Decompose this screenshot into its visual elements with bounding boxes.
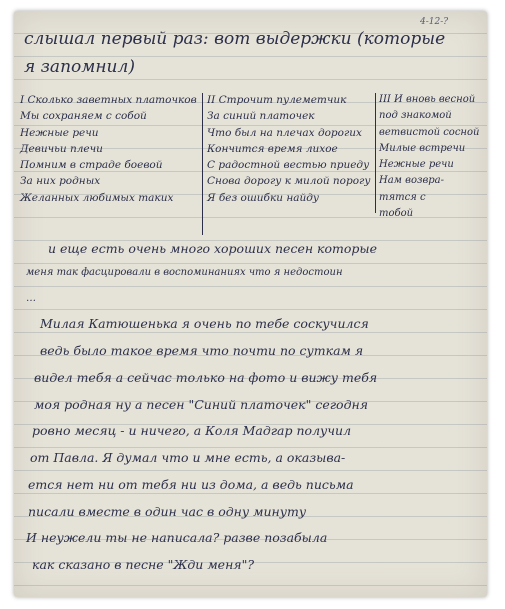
- verse-number: I: [20, 94, 25, 106]
- verse-line: С радостной вестью приеду: [207, 159, 370, 172]
- body-line: И неужели ты не написала? разве позабыла: [26, 530, 328, 545]
- verse-column-3: [379, 92, 479, 222]
- verse-line: Нам возвра-: [379, 175, 445, 187]
- body-line: писали вместе в один час в одну минуту: [28, 504, 307, 519]
- verse-line: Нежные речи: [379, 159, 454, 171]
- body-line: ведь было такое время что почти по суткам я: [40, 343, 364, 358]
- verse-line: За них родных: [20, 175, 101, 188]
- verse-line: За синий платочек: [207, 110, 315, 123]
- body-line: …: [26, 293, 36, 304]
- verse-line: Желанных любимых таких: [20, 191, 174, 204]
- verse-line: Нежные речи: [20, 126, 99, 139]
- verse-number: III: [379, 94, 391, 105]
- verse-line: Сколько заветных платочков: [27, 94, 197, 106]
- letter-sheet: [14, 11, 487, 597]
- body-line: ровно месяц - и ничего, а Коля Мадгар получил: [32, 423, 352, 438]
- verse-line: Помним в страде боевой: [20, 159, 163, 172]
- body-line: видел тебя а сейчас только на фото и вижу тебя: [34, 370, 378, 385]
- verse-column-2: [207, 92, 370, 206]
- column-divider: [375, 93, 376, 213]
- verse-line: Кончится время лихое: [207, 142, 338, 155]
- body-line: меня так фасцировали в воспоминаниях что я недостоин: [26, 267, 343, 278]
- verse-line: Строчит пулеметчик: [218, 94, 347, 106]
- column-divider: [202, 93, 203, 235]
- verse-line: Что был на плечах дорогих: [207, 126, 362, 139]
- verse-line: тобой: [379, 208, 414, 220]
- verse-line: под знакомой: [379, 110, 452, 122]
- heading-line-2: я запомнил): [24, 57, 135, 77]
- body-line: Милая Катюшенька я очень по тебе соскучился: [40, 316, 369, 331]
- verse-line: Девичьи плечи: [20, 142, 103, 155]
- date-note: 4-12-?: [420, 17, 449, 27]
- heading-line-1: слышал первый раз: вот выдержки (которые: [24, 29, 446, 49]
- verse-line: Снова дорогу к милой порогу: [207, 175, 371, 188]
- body-line: моя родная ну а песен "Синий платочек" сегодня: [34, 397, 369, 412]
- verse-number: II: [207, 94, 216, 106]
- verse-line: тятся с: [379, 191, 426, 203]
- body-line: от Павла. Я думал что и мне есть, а оказыва-: [30, 450, 346, 465]
- verse-line: Милые встречи: [379, 142, 466, 154]
- verse-line: И вновь весной: [394, 94, 476, 105]
- body-line: ется нет ни от тебя ни из дома, а ведь письма: [28, 477, 354, 492]
- verse-line: Я без ошибки найду: [207, 191, 319, 204]
- verse-column-1: [20, 92, 197, 206]
- verse-line: Мы сохраняем с собой: [20, 110, 147, 123]
- verse-line: ветвистой сосной: [379, 126, 480, 138]
- body-line: и еще есть очень много хороших песен которые: [48, 241, 378, 256]
- body-line: как сказано в песне "Жди меня"?: [32, 557, 255, 572]
